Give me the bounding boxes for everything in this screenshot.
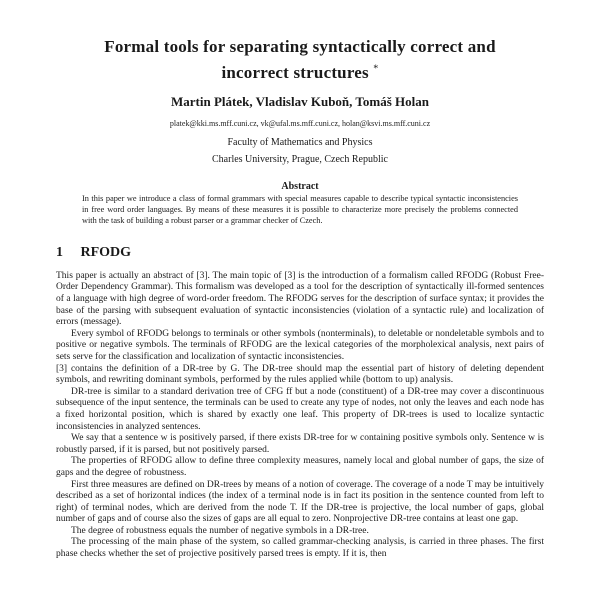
- title-line-2: incorrect structures: [221, 62, 369, 82]
- section-body: [56, 271, 544, 561]
- paragraph: The properties of RFODG allow to define three complexity measures, namely local and global number of gaps, the size of gaps and the degree of robustness.: [56, 456, 544, 478]
- paragraph: DR-tree is similar to a standard derivation tree of CFG ff but a node (constituent) of a DR-tree may cover a discontinuous subsequence of the input sentence, the terminals can be used to create any type of nodes, not only the leaves and each node has a fixed horizontal position, which is shared by exactly one leaf. This property of DR-trees is used to localize syntactic inconsistencies in analyzed sentences.: [56, 386, 544, 432]
- section-heading: [56, 245, 544, 261]
- paragraph: The processing of the main phase of the system, so called grammar-checking analysis, is carried in three phases. The first phase checks whether the set of projective positively parsed trees is empty. If it is, then: [56, 537, 544, 560]
- affiliation-department: Faculty of Mathematics and Physics: [227, 137, 373, 148]
- author-names: Martin Plátek, Vladislav Kuboň, Tomáš Holan: [170, 94, 429, 109]
- paragraph: [3] contains the definition of a DR-tree by G. The DR-tree should map the essential part of history of deleting dependent symbols, and rewriting dominant symbols, performed by the rules applied while (bottom to up) analysis.: [56, 363, 544, 386]
- section-title: RFODG: [80, 244, 132, 260]
- author-emails: platek@kki.ms.mff.cuni.cz, vk@ufal.ms.mff.cuni.cz, holan@ksvi.ms.mff.cuni.cz: [169, 119, 431, 128]
- paragraph: This paper is actually an abstract of [3]. The main topic of [3] is the introduction of a formalism called RFODG (Robust Free-Order Dependency Grammar). This formalism was developed as a tool for the description of syntactically ill-formed sentences of a language with high degree of word-order freedom. The RFODG serves for the description of surface syntax; it provides the base of the parsing with subsequent evaluation of syntactic inconsistencies (violation of a syntactic rule) and localization of errors (message).: [56, 270, 544, 328]
- paragraph: We say that a sentence w is positively parsed, if there exists DR-tree for w containing positive symbols only. Sentence w is robustly parsed, if it is parsed, but not positively parsed.: [56, 433, 544, 455]
- paragraph: The degree of robustness equals the number of negative symbols in a DR-tree.: [71, 525, 369, 536]
- abstract-text: In this paper we introduce a class of formal grammars with special measures capable to describe typical syntactic inconsistencies in free word order languages. By means of these measures it is possible to characterize more precisely the problems connected with the task of building a robust parser or a grammar checker of Czech.: [82, 194, 518, 225]
- abstract-heading: Abstract: [281, 181, 319, 192]
- paper-title: [56, 34, 544, 85]
- section-number: 1: [56, 244, 63, 260]
- affiliation-university: Charles University, Prague, Czech Republic: [212, 154, 388, 165]
- paragraph: First three measures are defined on DR-trees by means of a notion of coverage. The coverage of a node T may be intuitively described as a set of horizontal indices (the index of a terminal node is in fact its position in the sentence counted from left to right) of terminal nodes, which are derived from the node T. If the DR-tree is projective, the local number of gaps, global number of gaps and of course also the sizes of gaps are all equal to zero. Nonprojective DR-tree contains at least one gap.: [56, 479, 544, 525]
- paragraph: Every symbol of RFODG belongs to terminals or other symbols (nonterminals), to deletable or nondeletable symbols and to positive or negative symbols. The terminals of RFODG are the lexical categories of the morpholexical analysis, next pairs of sets serve for the classification and localization of syntactic inconsistencies.: [56, 328, 544, 362]
- abstract-block: [56, 181, 544, 227]
- title-footnote-marker: *: [373, 62, 379, 74]
- title-line-1: Formal tools for separating syntactically correct and: [104, 37, 496, 56]
